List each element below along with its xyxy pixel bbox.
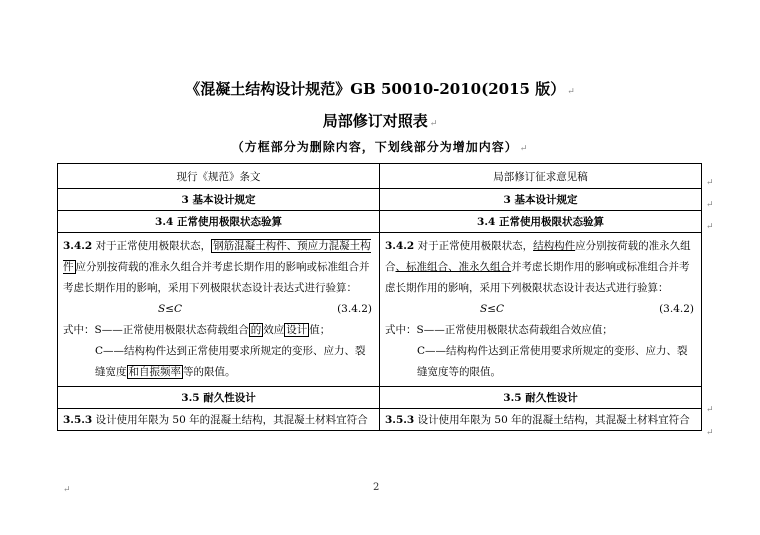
left-margin-mark: ↵ — [63, 485, 71, 495]
deleted-text: 钢筋混凝土构件、预应力混凝土构件 — [63, 240, 371, 273]
row-end-mark: ↵ — [706, 222, 714, 232]
clause-number: 3.5.3 — [63, 414, 93, 426]
clause-number: 3.4.2 — [385, 240, 415, 252]
paragraph-mark: ↵ — [567, 87, 575, 97]
inserted-text: 结构构件 — [533, 240, 576, 252]
section-35-right: 3.5 耐久性设计 — [380, 387, 702, 409]
formula: S≤C — [158, 303, 183, 315]
formula-number: (3.4.2) — [659, 303, 694, 315]
clause-number: 3.4.2 — [63, 240, 93, 252]
header-revision-draft: 局部修订征求意见稿 — [380, 164, 702, 189]
c-definition: C——结构构件达到正常使用要求所规定的变形、应力、裂缝宽度等的限值。 — [417, 345, 688, 378]
s-definition: 式中：S——正常使用极限状态荷载组合效应值； — [385, 324, 613, 336]
deleted-text: 的 — [250, 324, 262, 336]
formula-line — [63, 299, 374, 320]
chapter-left: 3 基本设计规定 — [58, 189, 380, 211]
inserted-text: 、标准组合、准永久组合 — [395, 261, 511, 273]
deleted-text: 和自振频率 — [128, 366, 181, 378]
revision-comparison-table — [57, 163, 702, 431]
document-title: 《混凝土结构设计规范》GB 50010-2010(2015 版） ↵ — [185, 80, 575, 98]
section-35-row — [58, 387, 702, 409]
row-end-mark: ↵ — [706, 405, 714, 415]
formula-line — [385, 299, 696, 320]
header-current-code: 现行《规范》条文 — [58, 164, 380, 189]
clause-342-revised — [380, 233, 702, 387]
section-34-right: 3.4 正常使用极限状态验算 — [380, 211, 702, 233]
chapter-right: 3 基本设计规定 — [380, 189, 702, 211]
clause-342-current — [58, 233, 380, 387]
document-subtitle: 局部修订对照表 ↵ — [322, 112, 438, 130]
table-header-row — [58, 164, 702, 189]
section-34-row — [58, 211, 702, 233]
section-34-left: 3.4 正常使用极限状态验算 — [58, 211, 380, 233]
row-end-mark: ↵ — [706, 428, 714, 438]
paragraph-mark: ↵ — [519, 144, 529, 154]
section-35-left: 3.5 耐久性设计 — [58, 387, 380, 409]
clause-number: 3.5.3 — [385, 414, 415, 426]
legend-note: （方框部分为删除内容，下划线部分为增加内容） ↵ — [231, 140, 529, 154]
clause-342-row — [58, 233, 702, 387]
c-definition: C——结构构件达到正常使用要求所规定的变形、应力、裂缝宽度 和自振频率 等的限值。 — [95, 345, 366, 378]
clause-342-current-text: 3.4.2 对于正常使用极限状态， 钢筋混凝土构件、预应力混凝土构件 应分别按荷载的准永久组合并考虑长期作用的影响或标准组合并考虑长期作用的影响，采用下列极限状态设计表达式进行验算： — [63, 240, 371, 294]
clause-353-current: 3.5.3 设计使用年限为 50 年的混凝土结构，其混凝土材料宜符合 — [58, 409, 380, 431]
clause-353-row — [58, 409, 702, 431]
page-number: 2 — [373, 482, 380, 493]
paragraph-mark: ↵ — [429, 119, 438, 129]
s-definition: 式中：S——正常使用极限状态荷载组合 的 效应 设计 值； — [63, 324, 331, 336]
row-end-mark: ↵ — [706, 178, 714, 188]
chapter-row — [58, 189, 702, 211]
formula: S≤C — [480, 303, 505, 315]
clause-353-revised: 3.5.3 设计使用年限为 50 年的混凝土结构，其混凝土材料宜符合 — [380, 409, 702, 431]
deleted-text: 设计 — [286, 324, 308, 336]
clause-342-revised-text: 3.4.2 对于正常使用极限状态，结构构件应分别按荷载的准永久组合、标准组合、准永久组合并考虑长期作用的影响或标准组合并考虑长期作用的影响，采用下列极限状态设计表达式进行验算： — [385, 240, 691, 294]
row-end-mark: ↵ — [706, 200, 714, 210]
formula-number: (3.4.2) — [337, 303, 372, 315]
